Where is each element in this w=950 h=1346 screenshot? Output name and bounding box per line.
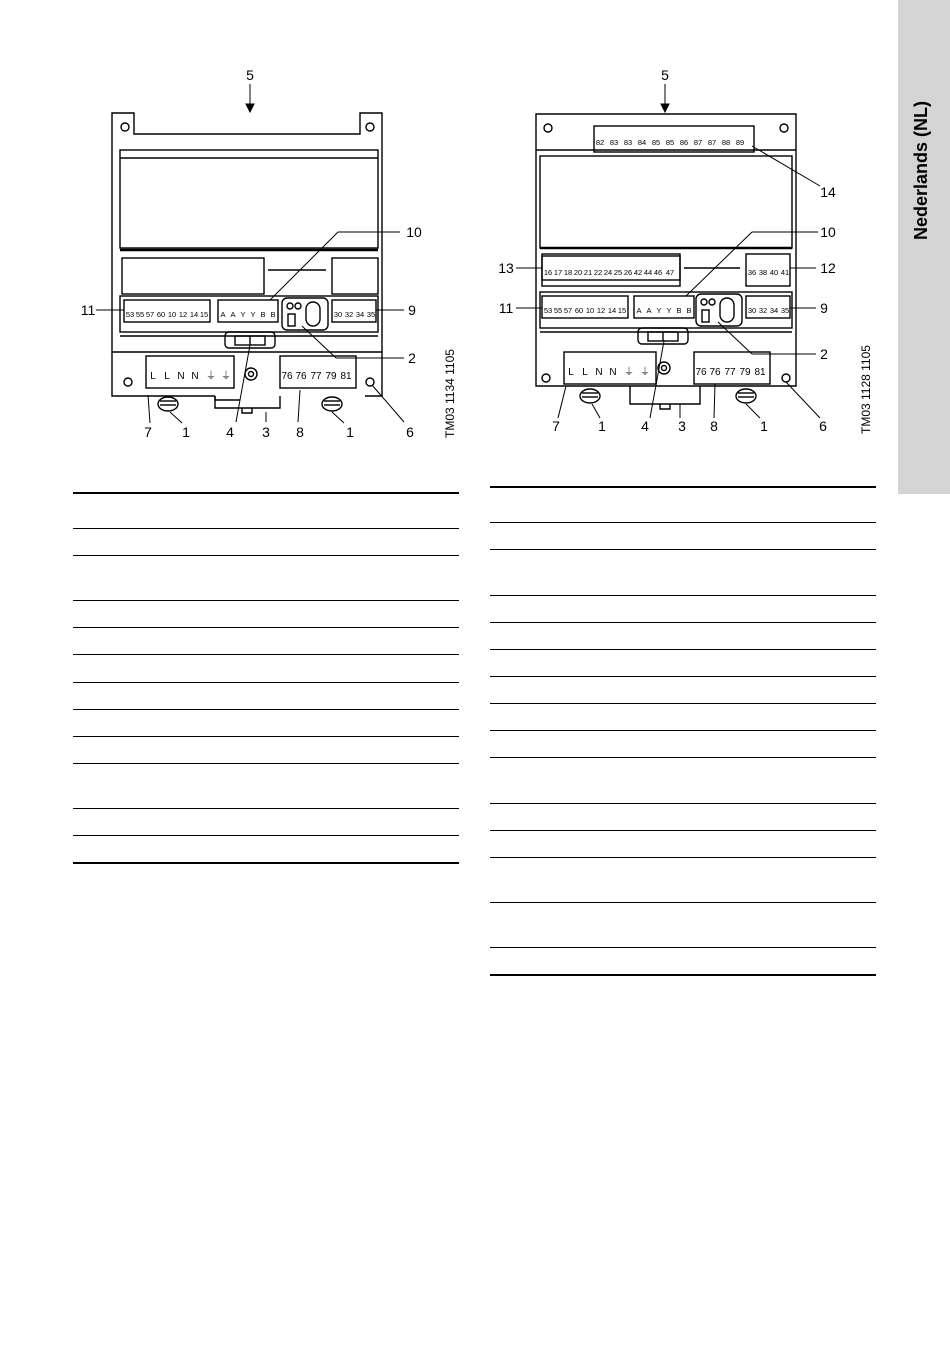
table-rule [490,549,876,550]
terminal-label: Y [250,310,256,319]
terminal-label: 87 [707,138,717,147]
table-rule [73,528,459,529]
figure-right [490,60,890,450]
terminal-label: N [595,367,603,378]
callout-number: 1 [346,424,354,440]
terminal-label: 44 [643,268,653,277]
callout-number: 8 [296,424,304,440]
callout-number: 3 [262,424,270,440]
table-rule [73,736,459,737]
terminal-label: 14 [607,306,617,315]
table-rule [490,522,876,523]
terminal-label: B [676,306,682,315]
terminal-label: 85 [665,138,675,147]
terminal-label: 21 [583,268,593,277]
terminal-label: 86 [679,138,689,147]
terminal-label: 89 [735,138,745,147]
terminal-label: B [270,310,276,319]
terminal-label: 82 [595,138,605,147]
table-rule [73,682,459,683]
callout-number: 2 [820,346,828,362]
table-rule [490,703,876,704]
terminal-label: 41 [780,268,790,277]
table-rule [73,600,459,601]
table-rule [73,808,459,809]
table-rule [490,902,876,903]
callout-number: 9 [408,302,416,318]
terminal-label: 32 [344,310,354,319]
terminal-label: 83 [623,138,633,147]
table-rule [73,627,459,628]
callout-number: 11 [498,300,514,316]
table-rule [490,803,876,804]
terminal-label: 20 [573,268,583,277]
terminal-label: N [191,371,199,382]
terminal-label: 34 [355,310,365,319]
terminal-label: 79 [325,371,337,382]
terminal-label: 12 [178,310,188,319]
callout-number: 5 [246,67,254,83]
table-rule [490,947,876,948]
terminal-label: 26 [623,268,633,277]
callout-number: 1 [598,418,606,434]
callout-number: 1 [760,418,768,434]
terminal-label: 15 [199,310,209,319]
terminal-label: 53 [125,310,135,319]
terminal-label: 81 [340,371,352,382]
callout-number: 13 [498,260,514,276]
terminal-label: A [636,306,642,315]
callout-number: 12 [820,260,836,276]
terminal-label: 22 [593,268,603,277]
terminal-label: 35 [366,310,376,319]
earth-terminal-icon: ⏚ [624,367,634,378]
terminal-label: 15 [617,306,627,315]
terminal-label: 10 [167,310,177,319]
callout-number: 7 [552,418,560,434]
table-rule [490,649,876,650]
terminal-label: 30 [333,310,343,319]
table-rule [490,830,876,831]
terminal-label: 47 [665,268,675,277]
terminal-label: 76 [295,371,307,382]
figure-doc-code: TM03 1134 1105 [443,349,457,438]
device-diagram-left [70,60,470,450]
terminal-label: 55 [553,306,563,315]
terminal-label: L [164,371,170,382]
terminal-label: 16 [543,268,553,277]
table-rule [490,622,876,623]
terminal-label: 84 [637,138,647,147]
terminal-label: 10 [585,306,595,315]
terminal-label: 32 [758,306,768,315]
table-rule [490,486,876,488]
terminal-label: B [686,306,692,315]
terminal-label: 77 [724,367,736,378]
terminal-label: 57 [563,306,573,315]
callout-number: 1 [182,424,190,440]
terminal-label: 24 [603,268,613,277]
terminal-label: 55 [135,310,145,319]
terminal-label: L [582,367,588,378]
figure-left [70,60,470,450]
terminal-label: 18 [563,268,573,277]
terminal-label: 40 [769,268,779,277]
terminal-label: L [150,371,156,382]
table-rule [490,857,876,858]
callout-number: 7 [144,424,152,440]
table-rule [490,757,876,758]
terminal-label: 88 [721,138,731,147]
terminal-label: 46 [653,268,663,277]
callout-number: 2 [408,350,416,366]
terminal-label: 83 [609,138,619,147]
callout-number: 14 [820,184,836,200]
callout-number: 9 [820,300,828,316]
callout-number: 4 [226,424,234,440]
table-rule [490,676,876,677]
callout-number: 6 [819,418,827,434]
terminal-label: 12 [596,306,606,315]
terminal-label: Y [240,310,246,319]
terminal-label: 36 [747,268,757,277]
terminal-label: 17 [553,268,563,277]
table-rule [73,555,459,556]
terminal-label: 60 [156,310,166,319]
earth-terminal-icon: ⏚ [206,371,216,382]
table-rule [73,709,459,710]
table-rule [73,492,459,494]
callout-number: 10 [820,224,836,240]
terminal-label: 57 [145,310,155,319]
table-rule [73,862,459,864]
terminal-label: 38 [758,268,768,277]
terminal-label: 30 [747,306,757,315]
terminal-label: Y [666,306,672,315]
terminal-label: 87 [693,138,703,147]
terminal-label: 42 [633,268,643,277]
terminal-label: B [260,310,266,319]
callout-number: 8 [710,418,718,434]
terminal-label: 53 [543,306,553,315]
terminal-label: 60 [574,306,584,315]
table-rule [490,730,876,731]
terminal-label: 81 [754,367,766,378]
language-side-tab [898,0,950,494]
callout-number: 6 [406,424,414,440]
earth-terminal-icon: ⏚ [640,367,650,378]
terminal-label: N [177,371,185,382]
earth-terminal-icon: ⏚ [221,371,231,382]
table-rule [73,763,459,764]
terminal-label: 76 [695,367,707,378]
terminal-label: 76 [281,371,293,382]
terminal-label: A [230,310,236,319]
terminal-label: A [646,306,652,315]
terminal-label: 14 [189,310,199,319]
terminal-label: 85 [651,138,661,147]
callout-number: 3 [678,418,686,434]
table-rule [73,654,459,655]
table-rule [490,974,876,976]
terminal-label: A [220,310,226,319]
table-rule [490,595,876,596]
terminal-label: L [568,367,574,378]
callout-number: 11 [80,302,96,318]
terminal-label: N [609,367,617,378]
callout-number: 4 [641,418,649,434]
table-rule [73,835,459,836]
terminal-label: 25 [613,268,623,277]
figure-doc-code: TM03 1128 1105 [859,345,873,434]
terminal-label: Y [656,306,662,315]
device-diagram-right [490,60,890,450]
terminal-label: 76 [709,367,721,378]
terminal-label: 34 [769,306,779,315]
terminal-label: 79 [739,367,751,378]
terminal-label: 77 [310,371,322,382]
callout-number: 10 [406,224,422,240]
terminal-label: 35 [780,306,790,315]
callout-number: 5 [661,67,669,83]
